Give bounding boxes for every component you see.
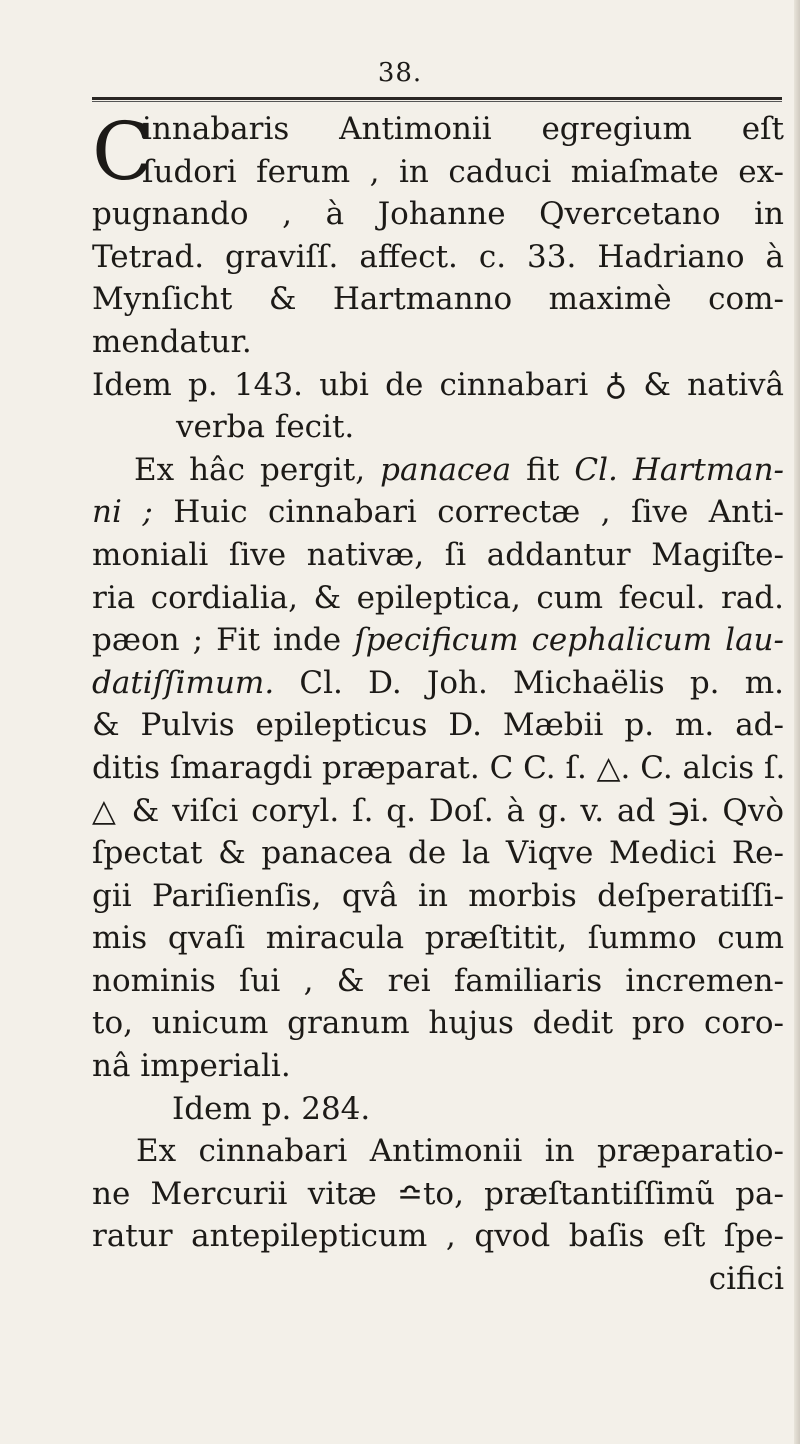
line-text: Idem p. 143. ubi de cinnabari ♁ & nativâ [92, 366, 784, 403]
body-text [92, 108, 784, 1301]
line-text: ditis ſmaragdi præparat. C C. ſ. △. C. alcis ſ. [92, 749, 786, 786]
text-line [92, 193, 784, 236]
text-line [92, 577, 784, 620]
text-line [92, 1045, 784, 1088]
text-line [92, 1173, 784, 1216]
text-line [92, 1002, 784, 1045]
line-text: nâ imperiali. [92, 1048, 291, 1085]
text-line [92, 790, 784, 833]
line-text: ſpectat & panacea de la Viqve Medici Re- [92, 835, 784, 872]
italic-text: Cl. Hartman- [574, 451, 785, 488]
line-text: nominis ſui , & rei familiaris incremen- [92, 962, 784, 999]
text-line [92, 619, 784, 662]
text-line [92, 364, 784, 407]
text-line [92, 832, 784, 875]
line-text: Tetrad. graviſſ. affect. c. 33. Hadriano à [92, 238, 784, 275]
text-line [92, 917, 784, 960]
text-line [92, 1258, 784, 1301]
header-rule [92, 97, 782, 102]
line-text: innabaris Antimonii egregium eſt [142, 111, 784, 147]
text-line [92, 1130, 784, 1173]
line-text: ria cordialia, & epileptica, cum fecul. rad. [92, 579, 784, 616]
line-text: ſudori ferum , in caduci miaſmate ex- [142, 153, 784, 190]
text-line [92, 662, 784, 705]
line-text: Huic cinnabari correctæ , ſive Anti- [152, 494, 784, 531]
line-text: mendatur. [92, 323, 252, 360]
line-text: Cl. D. Joh. Michaëlis p. m. [274, 664, 784, 701]
line-text: Idem p. 284. [172, 1090, 371, 1127]
line-text: gii Pariſienſis, qvâ in morbis deſperatiſſi- [92, 877, 784, 914]
line-text: Ex cinnabari Antimonii in præparatio- [136, 1133, 784, 1170]
page-edge-shadow [794, 0, 800, 1444]
text-line [92, 1088, 784, 1131]
text-line [92, 534, 784, 577]
line-text: Mynſicht & Hartmanno maximè com- [92, 281, 784, 318]
text-line [92, 491, 784, 534]
text-line [92, 278, 784, 321]
text-line [92, 1215, 784, 1258]
line-text: ne Mercurii vitæ ≏to, præſtantiſſimũ pa- [92, 1175, 784, 1212]
line-text: pugnando , à Johanne Qvercetano in [92, 196, 784, 233]
text-line [92, 960, 784, 1003]
drop-cap: C [92, 112, 154, 196]
line-text: pæon ; Fit inde [92, 622, 355, 659]
line-text: mis qvaſi miracula præſtitit, ſummo cum [92, 920, 784, 957]
italic-text: datiſſimum. [92, 664, 275, 701]
text-line [92, 747, 784, 790]
text-line [92, 875, 784, 918]
page-number: 38. [377, 58, 423, 88]
italic-text: ni ; [92, 494, 153, 531]
text-line [92, 406, 784, 449]
text-line [92, 236, 784, 279]
line-text: & Pulvis epilepticus D. Mæbii p. m. ad- [92, 707, 784, 744]
line-text: △ & viſci coryl. ſ. q. Doſ. à g. v. ad ℈i. Qvò [92, 792, 784, 829]
text-line [92, 704, 784, 747]
line-text: moniali ſive nativæ, ſi addantur Magiſte- [92, 536, 784, 573]
italic-text: panacea [380, 451, 512, 488]
line-text: to, unicum granum hujus dedit pro coro- [92, 1005, 784, 1042]
italic-text: ſpecificum cephalicum lau- [354, 622, 784, 659]
text-line [92, 151, 784, 194]
line-text: fit [511, 451, 575, 488]
line-text: ratur antepilepticum , qvod baſis eſt ſpe- [92, 1218, 784, 1255]
line-text: Ex hâc pergit, [134, 451, 381, 488]
text-line [92, 321, 784, 364]
line-text: verba fecit. [176, 409, 355, 446]
line-text: cifici [708, 1261, 784, 1298]
text-line [92, 108, 784, 151]
text-line [92, 449, 784, 492]
